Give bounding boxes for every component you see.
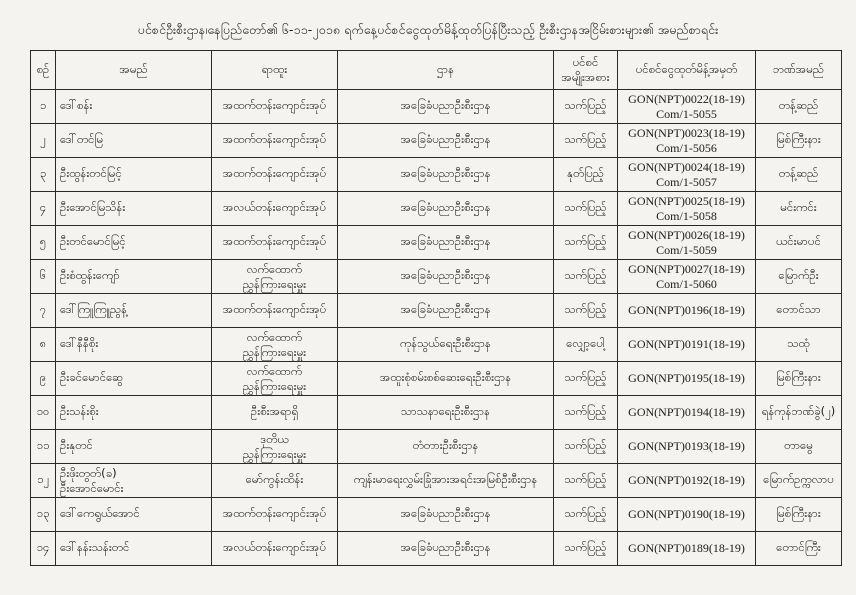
row-department: အခြေခံပညာဦးစီးဌာန [338,532,554,566]
row-position-cell [212,396,338,430]
row-pension-ref: Com/1-5058 [656,208,717,223]
row-pension-id: GON(NPT)0027(18-19) [628,261,745,276]
row-pension-type: နုတ်ပြည့် [554,158,618,192]
row-name-alias: ဦးအောင်မောင်း [60,480,124,495]
header-department: ဌာန [338,51,554,90]
table-row [31,396,842,430]
table-header-row [31,51,842,90]
row-name: ဦးဖိုးတွတ်(ခ) [60,465,117,480]
row-no: ၃ [31,158,56,192]
row-bank: ယင်းမာပင် [756,226,842,260]
table-row [31,226,842,260]
row-pension-id-cell [618,328,756,362]
row-position-cell [212,532,338,566]
row-name: ဦးအောင်မြသိန်း [60,200,126,214]
row-position-line2: ညွှန်ကြားရေးမှူး [242,344,307,359]
row-name: ဒေါ်ကြူကြူညွန့် [60,302,128,316]
row-bank: မြောက်ဦး [756,260,842,294]
row-no: ၁၂ [31,464,56,498]
row-pension-type: သက်ပြည့် [554,532,618,566]
row-bank: တာမွေ [756,430,842,464]
header-pension-type-line1: ပင်စင် [572,55,599,69]
row-department: အခြေခံပညာဦးစီးဌာန [338,90,554,124]
row-pension-id: GON(NPT)0196(18-19) [628,303,745,317]
row-bank: တန့်ဆည် [756,90,842,124]
row-name: ဒေါ်တင်မြ [60,132,104,146]
row-department: အခြေခံပညာဦးစီးဌာန [338,498,554,532]
row-pension-id-cell [618,226,756,260]
row-name-cell [56,226,212,260]
row-position: အထက်တန်းကျောင်းအုပ် [222,132,327,146]
row-pension-id: GON(NPT)0024(18-19) [628,159,745,174]
row-name-cell [56,362,212,396]
row-pension-id: GON(NPT)0192(18-19) [628,473,745,487]
row-position: အထက်တန်းကျောင်းအုပ် [222,506,327,520]
row-pension-id-cell [618,362,756,396]
row-pension-id: GON(NPT)0026(18-19) [628,227,745,242]
row-position: ဦးစီးအရာရှိ [250,404,299,418]
table-body [31,90,842,566]
row-bank: ရန်ကုန်ဘဏ်ခွဲ(၂) [756,396,842,430]
row-position: မော်ကွန်းထိန်း [245,472,304,486]
row-position-cell [212,498,338,532]
row-pension-id-cell [618,396,756,430]
row-pension-type: သက်ပြည့် [554,90,618,124]
row-position: အထက်တန်းကျောင်းအုပ် [222,98,327,112]
row-department: အခြေခံပညာဦးစီးဌာန [338,294,554,328]
row-name-cell [56,192,212,226]
row-position: အလယ်တန်းကျောင်းအုပ် [222,200,327,214]
row-pension-id: GON(NPT)0025(18-19) [628,193,745,208]
row-pension-id-cell [618,158,756,192]
row-position-line1: ဒုတိယ [260,431,289,446]
row-no: ၁၀ [31,396,56,430]
row-position-cell [212,158,338,192]
row-name: ဦးခင်မောင်ဆွေ [60,370,123,384]
row-no: ၆ [31,260,56,294]
row-no: ၁၃ [31,498,56,532]
row-pension-type: သက်ပြည့် [554,362,618,396]
row-pension-id-cell [618,430,756,464]
row-position-cell [212,430,338,464]
row-name-cell [56,498,212,532]
row-pension-type: သက်ပြည့် [554,430,618,464]
row-pension-id-cell [618,124,756,158]
row-pension-ref: Com/1-5060 [656,276,717,291]
row-position: အလယ်တန်းကျောင်းအုပ် [222,540,327,554]
table-row [31,192,842,226]
row-pension-id: GON(NPT)0195(18-19) [628,371,745,385]
row-pension-ref: Com/1-5056 [656,140,717,155]
row-name-cell [56,430,212,464]
row-position-cell [212,464,338,498]
row-pension-id: GON(NPT)0190(18-19) [628,507,745,521]
row-no: ၈ [31,328,56,362]
row-pension-type: သက်ပြည့် [554,260,618,294]
row-name-cell [56,464,212,498]
row-pension-id: GON(NPT)0191(18-19) [628,337,745,351]
row-no: ၇ [31,294,56,328]
row-position-cell [212,362,338,396]
header-bank: ဘဏ်အမည် [756,51,842,90]
row-no: ၉ [31,362,56,396]
row-pension-type: သက်ပြည့် [554,294,618,328]
row-name-cell [56,294,212,328]
row-pension-id-cell [618,464,756,498]
table-row [31,464,842,498]
row-pension-id-cell [618,260,756,294]
row-name: ဒေါ်စန်း [60,98,93,112]
row-name: ဦးသန်းစိုး [60,404,99,418]
row-position-cell [212,294,338,328]
header-pension-type-line2: အမျိုးအစား [561,70,610,84]
row-bank: သထုံ [756,328,842,362]
row-position-cell [212,260,338,294]
row-name: ဒေါ်နန်းသန်းတင် [60,540,130,554]
row-position-cell [212,124,338,158]
table-row [31,532,842,566]
row-bank: မြစ်ကြီးနား [756,498,842,532]
row-name: ဦးတင်မောင်မြင့် [60,234,126,248]
header-name: အမည် [56,51,212,90]
row-pension-type: သက်ပြည့် [554,192,618,226]
row-pension-ref: Com/1-5057 [656,174,717,189]
row-position-line1: လက်ထောက် [246,363,303,378]
table-row [31,498,842,532]
row-position-cell [212,192,338,226]
header-no: စဉ် [31,51,56,90]
row-department: ကုန်သွယ်ရေးဦးစီးဌာန [338,328,554,362]
row-no: ၂ [31,124,56,158]
row-bank: မြောက်ဥက္ကလာပ [756,464,842,498]
table-row [31,294,842,328]
row-pension-type: သက်ပြည့် [554,124,618,158]
row-position-cell [212,328,338,362]
row-name: ဦးနုတင် [60,438,93,452]
row-department: အခြေခံပညာဦးစီးဌာန [338,192,554,226]
row-pension-type: သက်ပြည့် [554,396,618,430]
row-pension-id-cell [618,532,756,566]
row-no: ၁၄ [31,532,56,566]
row-pension-type: သက်ပြည့် [554,498,618,532]
row-position: အထက်တန်းကျောင်းအုပ် [222,166,327,180]
row-name-cell [56,328,212,362]
header-position: ရာထူး [212,51,338,90]
row-position-line2: ညွှန်ကြားရေးမှူး [242,446,307,461]
row-name-cell [56,396,212,430]
row-no: ၅ [31,226,56,260]
row-name-cell [56,158,212,192]
row-pension-id: GON(NPT)0023(18-19) [628,125,745,140]
row-no: ၁ [31,90,56,124]
row-position-cell [212,90,338,124]
row-bank: မင်းကင်း [756,192,842,226]
row-name: ဒေါ်ကေရွယ်အောင် [60,506,140,520]
row-no: ၄ [31,192,56,226]
row-pension-id: GON(NPT)0189(18-19) [628,541,745,555]
row-position: အထက်တန်းကျောင်းအုပ် [222,302,327,316]
row-department: ကျန်းမာရေးလွှမ်းခြုံအားအရင်းအမြစ်ဦးစီးဌာန [338,464,554,498]
row-pension-id: GON(NPT)0193(18-19) [628,439,745,453]
row-bank: မြစ်ကြီးနား [756,124,842,158]
row-name-cell [56,532,212,566]
row-pension-id-cell [618,294,756,328]
row-pension-type: သက်ပြည့် [554,226,618,260]
row-department: သာသနာရေးဦးစီးဌာန [338,396,554,430]
row-name: ဦးစံထွန်းကျော် [60,268,120,282]
row-pension-id-cell [618,192,756,226]
row-position-line1: လက်ထောက် [246,261,303,276]
table-row [31,430,842,464]
row-department: တံတားဦးစီးဌာန [338,430,554,464]
row-bank: တောင်သာ [756,294,842,328]
row-pension-type: သက်ပြည့် [554,464,618,498]
row-no: ၁၁ [31,430,56,464]
table-row [31,90,842,124]
row-bank: တောင်ကြီး [756,532,842,566]
row-name-cell [56,90,212,124]
row-department: အခြေခံပညာဦးစီးဌာန [338,158,554,192]
row-pension-id: GON(NPT)0022(18-19) [628,91,745,106]
row-position-line1: လက်ထောက် [246,329,303,344]
row-position-line2: ညွှန်ကြားရေးမှူး [242,378,307,393]
row-position-cell [212,226,338,260]
row-name-cell [56,260,212,294]
header-pension-id: ပင်စင်ငွေထုတ်မိန့်အမှတ် [618,51,756,90]
row-name: ဦးထွန်းတင်မြင့် [60,166,122,180]
row-department: အခြေခံပညာဦးစီးဌာန [338,260,554,294]
row-pension-id: GON(NPT)0194(18-19) [628,405,745,419]
row-position: အထက်တန်းကျောင်းအုပ် [222,234,327,248]
document-title: ပင်စင်ဦးစီးဌာန၊နေပြည်တော်၏ ၆-၁၁-၂၀၁၈ ရက်နေ့ပင်စင်ငွေထုတ်မိန့်ထုတ်ပြန်ပြီးသည့် ဦးစီးဌာနအငြိမ်းစားများ၏ အမည်စာရင်း [137,22,719,37]
row-name-cell [56,124,212,158]
row-pension-type: လျှော့ပေါ့ [554,328,618,362]
row-position-line2: ညွှန်ကြားရေးမှူး [242,276,307,291]
row-bank: တန့်ဆည် [756,158,842,192]
row-name: ဒေါ်နီနီစိုး [60,336,99,350]
pensioner-table [30,50,842,566]
table-row [31,362,842,396]
table-row [31,158,842,192]
row-bank: မြစ်ကြီးနား [756,362,842,396]
row-department: အခြေခံပညာဦးစီးဌာန [338,226,554,260]
row-department: အထူးစုံစမ်းစစ်ဆေးရေးဦးစီးဌာန [338,362,554,396]
table-row [31,328,842,362]
header-pension-type [554,51,618,90]
row-department: အခြေခံပညာဦးစီးဌာန [338,124,554,158]
row-pension-id-cell [618,498,756,532]
table-row [31,124,842,158]
table-row [31,260,842,294]
row-pension-id-cell [618,90,756,124]
row-pension-ref: Com/1-5059 [656,242,717,257]
row-pension-ref: Com/1-5055 [656,106,717,121]
